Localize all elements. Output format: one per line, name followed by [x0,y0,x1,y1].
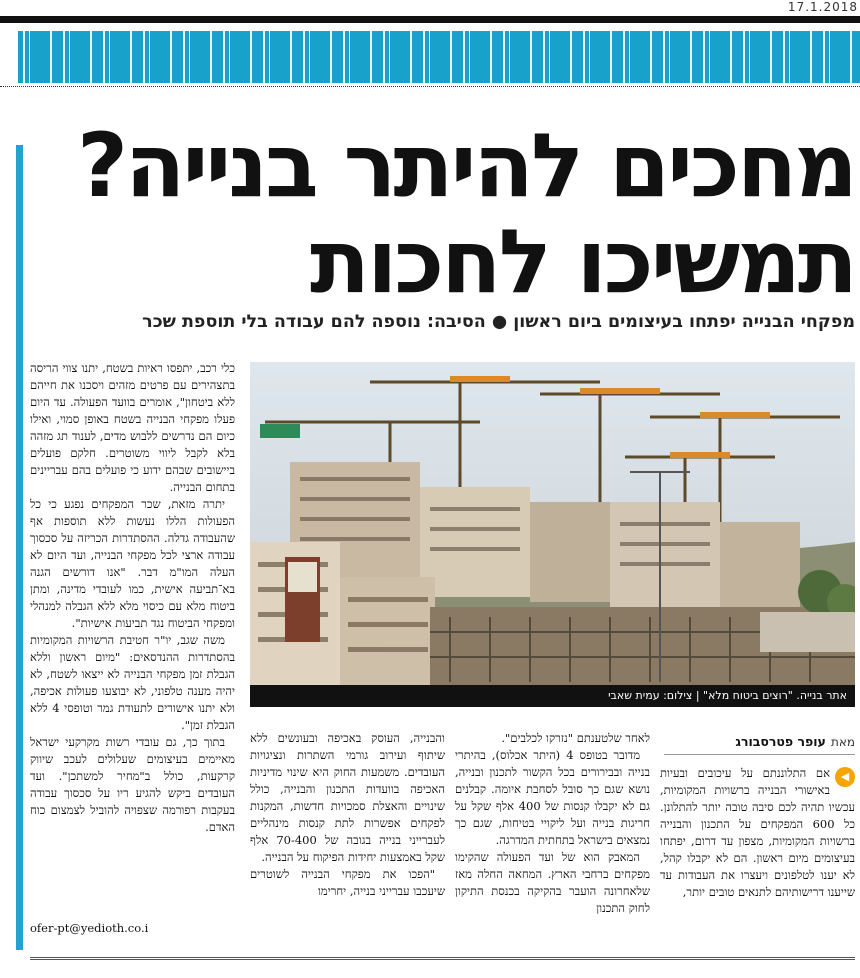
article-column-2 [455,730,650,955]
column-4-paragraph: משה שגב, יו"ר חטיבת הרשויות המקומיות בהסתדרות ההנדסאים: "מיום ראשון וללא הגבלת זמן מפקחי הבנייה לא ייצאו לשטח, לא יהיה מענה טלפוני, לא יבוצעו פעולות אכיפה, ולא יתנו אישורים לתעודת גמר וטופסי 4 ללא הגבלת זמן". [30,633,235,732]
headline-line-1: מחכים להיתר בנייה? [76,114,855,217]
headline [30,114,855,313]
top-rule [0,16,860,23]
author-email: ofer-pt@yedioth.co.i [30,921,149,935]
article-accent-bar [16,145,23,950]
byline-author: עופר פטרסבורג [735,734,826,749]
headline-line-2: תמשיכו לחכות [310,210,855,313]
construction-site-image [250,362,855,707]
column-3-paragraph: והבנייה, העוסק באכיפה ובעונשים ללא שיתוף ועירוב גורמי השתרות ונציגויות העובדים. משמעות החוק היא שינוי מדיניות האכיפה בוועדות התכנון והבנייה, כולל שינויים והאצלת סמכויות חדשות, המקנות לפקחים אפשרות לתת קנסות מינהליים לעברייני בנייה בגובה של 70-400 אלף שקל באמצעות יחידות הפיקוח על הבנייה. [250,731,445,864]
byline-prefix: מאת [830,735,855,749]
column-1-paragraph: אם התלוננתם על עיכובים ובעיות באישורי הבנייה ברשויות המקומיות, עכשיו תהיה לכם סיבה טובה יותר להתלונן. כל 600 המפקחים על התכנון והבנייה ברשויות המקומיות, מצפון עד דרום, יפתחו בעיצומים מיום ראשון. הם לא יקבלו קהל, לא יענו לטלפונים ויעצרו את העבודות עד שייענו דרישותיהם לתנאים טובים יותר, [660,766,855,899]
article-column-1 [660,765,855,955]
column-2-paragraph: מדובר בטופס 4 (היתר אכלוס), בהיתרי בנייה ובבירורים בכל הקשור לתכנון ובנייה, נושא שגם כך סובל לסחבת איומה. קבלנים גם לא יקבלו קנסות של 400 אלף שקל על חריגות בנייה ועל ליקויי בטיחות, שגם כך נמצאים בישראל בתחתית המדרגה. [455,748,650,847]
subheadline: מפקחי הבנייה יפתחו בעיצומים ביום ראשון ● הסיבה: נוספה להם עבודה בלי תוספת שכר [142,312,855,332]
article-column-4 [30,360,235,916]
article-column-3 [250,730,445,955]
construction-photo [250,362,855,707]
column-2-paragraph: לאחר שלטענתם "נזרקו לכלבים". [501,731,650,745]
bottom-rule [30,957,855,960]
banner-dotted-rule [0,86,860,87]
issue-date: 17.1.2018 [787,0,858,14]
orange-circle-arrow-icon: ◀ [835,767,855,787]
section-banner [18,31,860,83]
column-4-paragraph: בתוך כך, גם עובדי רשות מקרקעי ישראל מאיימים בעיצומים שעלולים לעכב שיווק קרקעות, כולל ב"מחיר למשתכן". ועד העובדים ביקש להגיע ריו על סכסוך עבודה בעקבות רפורמה שצפויה להוביל לצמצום כוח האדם. [30,735,235,834]
photo-caption: אתר בנייה. "רוצים ביטוח מלא" | צילום: עמית שאבי [250,685,855,707]
column-4-paragraph: יתרה מזאת, שכר המפקחים נפגע כי כל הפעולות הללו נעשות ללא תוספות אף שהעבודה גדלה. ההסתדרות הכריזה על סכסוך עבודה ארצי לכל מפקחי הבנייה, ועד היום לא העלה המו"מ דבר. "אנו דורשים הגנה בא־תביעה אישית, כמו לעובדי מדינה, ומתן ביטוח מלא עם כיסוי מלא ללא הגבלה למנהלי ומפקחי הביטוח נגד תביעות אישיות". [30,497,235,630]
column-2-paragraph: המאבק הוא של ועד הפעולה שהקימו מפקחים ברחבי הארץ. המחאה החלה מאז שלאחרונה הועבר בהקיקה בכנסת התיקון לחוק התכנון [455,850,650,915]
column-4-paragraph: כלי רכב, יתפסו ראיות בשטח, יתנו צווי הריסה בתצהירים עם פרטים מזהים ויסכנו את חייהם ללא ביטחון", אומרים בוועד הפעולה. עד היום פעלו מפקחי הבנייה בשטח באופן סמוי, ואילו כיום הם נדרשים ללבוש מדים, לענוד תג מזהה בלא לקבל ליווי משוטרים. חלקם פועלים ביישובים שבהם ידוע כי פועלים בהם עבריינים בתחום הבנייה. [30,361,235,494]
byline [664,731,855,755]
column-3-paragraph: "הפכו את מפקחי הבנייה לשוטרים שיעכבו עברייני בנייה, יחרימו [250,867,445,898]
